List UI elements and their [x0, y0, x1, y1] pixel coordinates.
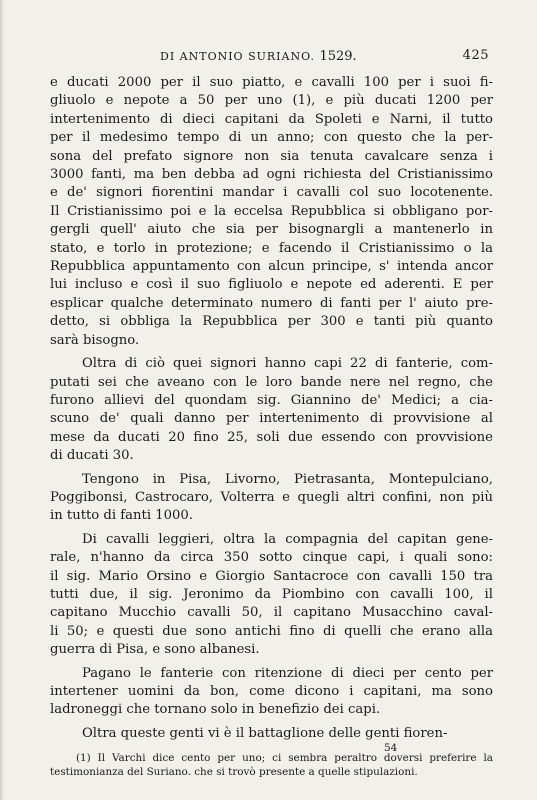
paragraph: [50, 531, 493, 660]
text-line: e ducati 2000 per il suo piatto, e cavalli 100 per i suoi fi-: [50, 75, 493, 90]
text-line: Oltra di ciò quei signori hanno capi 22 di fanterie, com-: [82, 356, 493, 372]
text-line: il sig. Mario Orsino e Giorgio Santacroce con cavalli 150 tra: [50, 568, 493, 584]
text-line: 3000 fanti, ma ben debba ad ogni richiesta del Cristianissimo: [50, 167, 493, 183]
page-header: [50, 46, 493, 68]
text-line: capitano Mucchio cavalli 50, il capitano Musacchino caval-: [50, 605, 493, 621]
footnote-line: testimonianza del Suriano. che si trovò presente a quelle stipulazioni.: [50, 766, 418, 779]
text-line: stato, e torlo in protezione; e facendo il Cristianissimo o la: [50, 240, 493, 256]
paragraph: [50, 355, 493, 465]
body-text: [50, 74, 493, 743]
text-line: guerra di Pisa, e sono albanesi.: [50, 642, 260, 658]
text-line: per il medesimo tempo di un anno; con questo che la per-: [50, 130, 493, 146]
text-line: rale, n'hanno da circa 350 sotto cinque capi, i quali sono:: [50, 550, 493, 566]
text-line: sarà bisogno.: [50, 332, 140, 348]
text-line: intertenimento di dieci capitani da Spoleti e Narni, il tutto: [50, 111, 493, 127]
running-title-year: 1529.: [319, 49, 357, 64]
text-line: in tutto di fanti 1000.: [50, 508, 193, 524]
running-title-text: DI ANTONIO SURIANO.: [160, 50, 315, 63]
text-line: Di cavalli leggieri, oltra la compagnia del capitan gene-: [82, 531, 493, 547]
text-line: Poggibonsi, Castrocaro, Volterra e quegli altri confini, non più: [50, 489, 493, 505]
text-line: gergli quell' aiuto che sia per bisognargli a mantenerlo in: [50, 222, 493, 238]
text-line: esplicar qualche determinato numero di fanti per l' aiuto pre-: [50, 295, 493, 311]
text-line: scuno de' quali danno per intertenimento di provvisione al: [50, 411, 493, 427]
text-line: Repubblica appuntamento con alcun principe, s' intenda ancor: [50, 259, 493, 275]
footnotes: [50, 751, 493, 779]
paragraph: [50, 725, 493, 743]
text-line: sona del prefato signore non sia tenuta cavalcare senza i: [50, 148, 493, 164]
footnote-line: (1) Il Varchi dice cento per uno; ci sembra peraltro doversi preferire la: [76, 752, 493, 765]
text-line: putati sei che aveano con le loro bande nere nel regno, che: [50, 374, 493, 390]
page-number: 425: [462, 48, 489, 63]
running-title: [160, 49, 357, 64]
text-line: Oltra queste genti vi è il battaglione delle genti fioren-: [82, 725, 448, 741]
paragraph: [50, 471, 493, 526]
text-line: mese da ducati 20 fino 25, soli due essendo con provvisione: [50, 429, 493, 445]
text-line: furono allievi del quondam sig. Giannino de' Medici; a cia-: [50, 392, 493, 408]
text-line: detto, si obbliga la Repubblica per 300 e tanti più quanto: [50, 314, 493, 330]
signature-mark: 54: [384, 742, 398, 754]
text-line: di ducati 30.: [50, 448, 134, 464]
text-line: Pagano le fanterie con ritenzione di dieci per cento per: [82, 665, 493, 681]
text-line: li 50; e questi due sono antichi fino di quelli che erano alla: [50, 623, 493, 639]
text-line: gliuolo e nepote a 50 per uno (1), e più ducati 1200 per: [50, 93, 493, 109]
text-line: Il Cristianissimo poi e la eccelsa Repubblica si obbligano por-: [50, 203, 493, 219]
text-line: e de' signori fiorentini mandar i cavalli col suo locotenente.: [50, 185, 493, 201]
text-line: intertener uomini da bon, come dicono i capitani, ma sono: [50, 684, 493, 699]
text-line: lui incluso e così il suo figliuolo e nepote ed aderenti. E per: [50, 277, 493, 293]
text-line: ladroneggi che tornano solo in benefizio dei capi.: [50, 702, 381, 718]
paragraph: [50, 665, 493, 720]
text-line: tutti due, il sig. Jeronimo da Piombino con cavalli 100, il: [50, 586, 493, 602]
text-line: Tengono in Pisa, Livorno, Pietrasanta, Montepulciano,: [82, 471, 493, 487]
paragraph: [50, 74, 493, 350]
